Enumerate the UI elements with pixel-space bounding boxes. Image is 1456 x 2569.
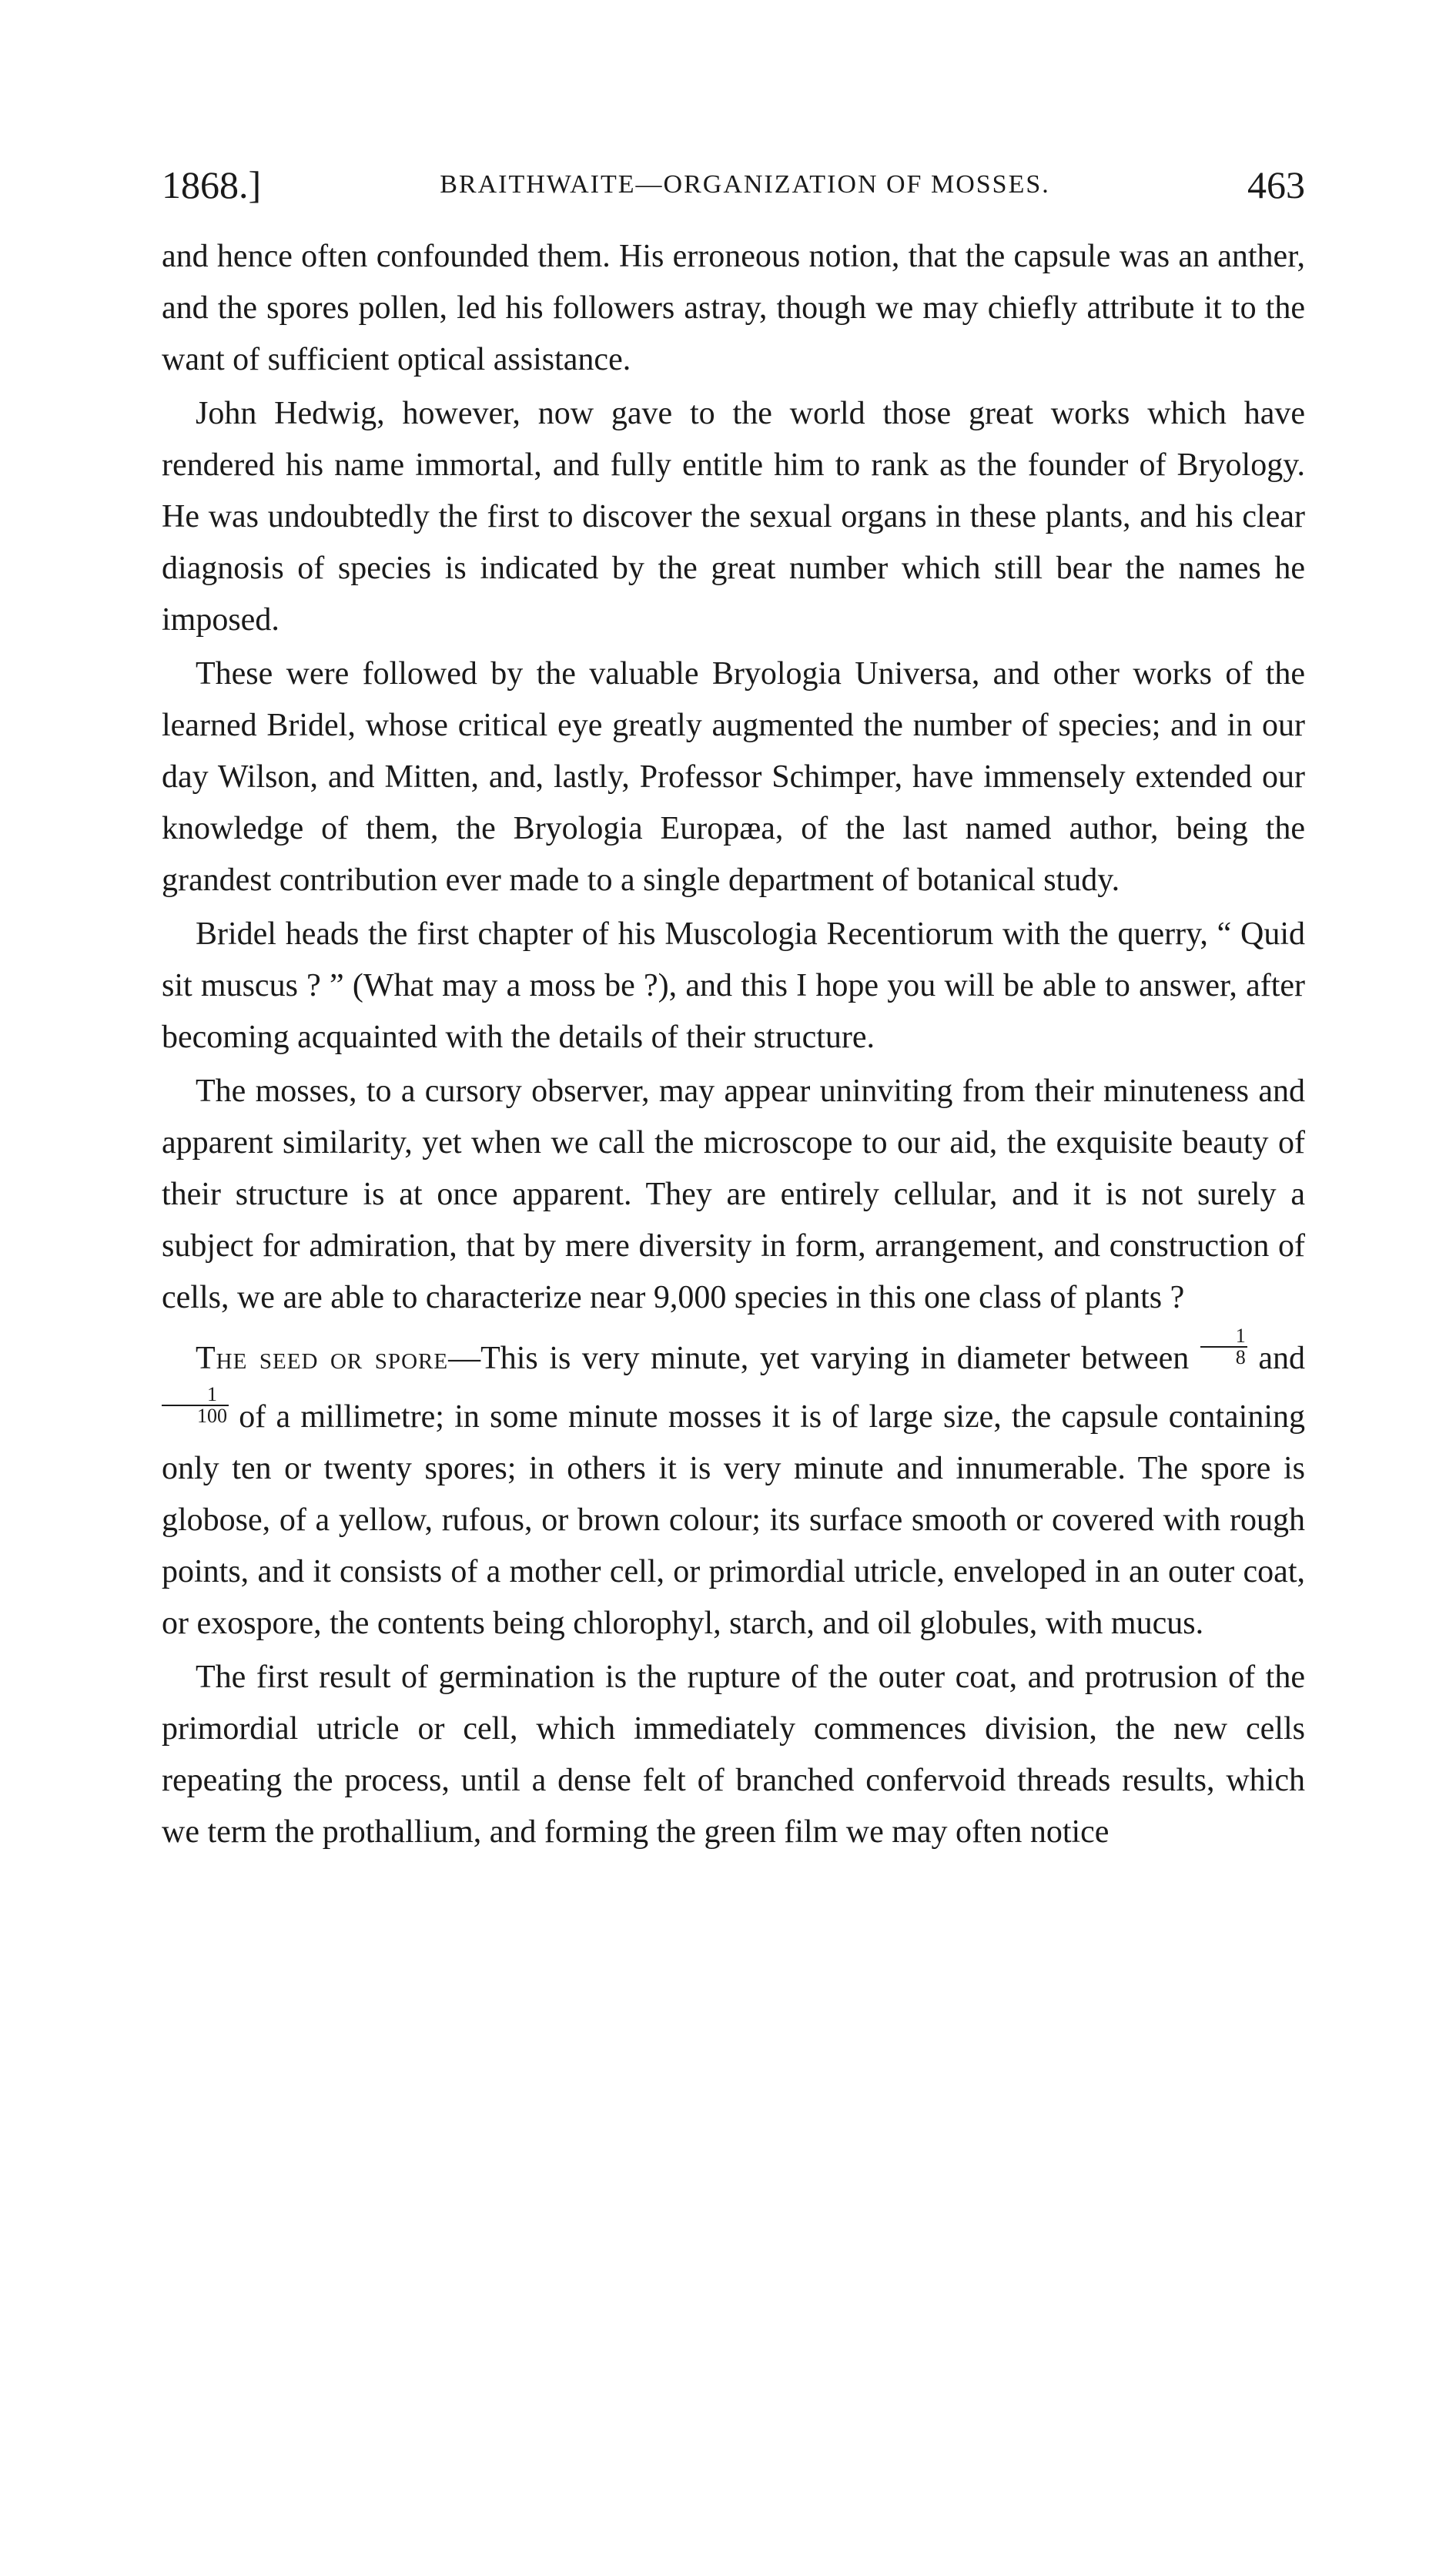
section-heading-seed-or-spore: The seed or spore: [196, 1341, 449, 1376]
paragraph-6-text-a: —This is very minute, yet varying in diameter between: [448, 1341, 1190, 1376]
paragraph-4: Bridel heads the first chapter of his Muscologia Recentiorum with the querry, “ Quid sit muscus ? ” (What may a moss be ?), and this I hope you will be able to answer, after becoming acquainted with the details of their structure.: [162, 916, 1305, 1055]
paragraph-6: [162, 1326, 1305, 1650]
header-title: BRAITHWAITE—ORGANIZATION OF MOSSES.: [440, 170, 1050, 199]
paragraph-6-and: and: [1258, 1341, 1306, 1376]
paragraph-6-text-b: of a millimetre; in some minute mosses it is of large size, the capsule containing only ten or twenty spores; in others it is very minute and innumerable. The spore is globose, of a yellow, rufous, or brown colour; its surface smooth or covered with rough points, and it consists of a mother cell, or primordial utricle, enveloped in an outer coat, or exospore, the contents being chlorophyl, starch, and oil globules, with mucus.: [162, 1399, 1306, 1641]
header-year: 1868.]: [162, 163, 262, 206]
body-text: [162, 231, 1305, 1858]
page-number: 463: [1247, 163, 1305, 206]
fraction-one-hundredth: [162, 1385, 229, 1426]
paragraph-7: The first result of germination is the rupture of the outer coat, and protrusion of the primordial utricle or cell, which immediately commences division, the new cells repeating the process, until a dense felt of branched confervoid threads results, which we term the prothallium, and forming the green film we may often notice: [162, 1660, 1305, 1850]
running-head: [162, 154, 1305, 216]
paragraph-3: These were followed by the valuable Bryologia Universa, and other works of the learned Bridel, whose critical eye greatly augmented the number of species; and in our day Wilson, and Mitten, and, lastly, Professor Schimper, have immensely extended our knowledge of them, the Bryologia Europæa, of the last named author, being the grandest contribution ever made to a single department of botanical study.: [162, 656, 1305, 898]
fraction-denominator: 100: [197, 1405, 227, 1427]
fraction-numerator: 1: [1200, 1326, 1247, 1348]
paragraph-1: and hence often confounded them. His erroneous notion, that the capsule was an anther, and the spores pollen, led his followers astray, though we may chiefly attribute it to the want of sufficient optical assistance.: [162, 239, 1305, 377]
book-page: [162, 154, 1305, 1861]
fraction-one-eighth: [1200, 1326, 1247, 1368]
paragraph-2: John Hedwig, however, now gave to the world those great works which have rendered his name immortal, and fully entitle him to rank as the founder of Bryology. He was undoubtedly the first to discover the sexual organs in these plants, and his clear diagnosis of species is indicated by the great number which still bear the names he imposed.: [162, 396, 1305, 638]
fraction-denominator: 8: [1235, 1346, 1246, 1368]
fraction-numerator: 1: [162, 1385, 229, 1406]
paragraph-5: The mosses, to a cursory observer, may appear uninviting from their minuteness and apparent similarity, yet when we call the microscope to our aid, the exquisite beauty of their structure is at once apparent. They are entirely cellular, and it is not surely a subject for admiration, that by mere diversity in form, arrangement, and construction of cells, we are able to characterize near 9,000 species in this one class of plants ?: [162, 1073, 1305, 1315]
